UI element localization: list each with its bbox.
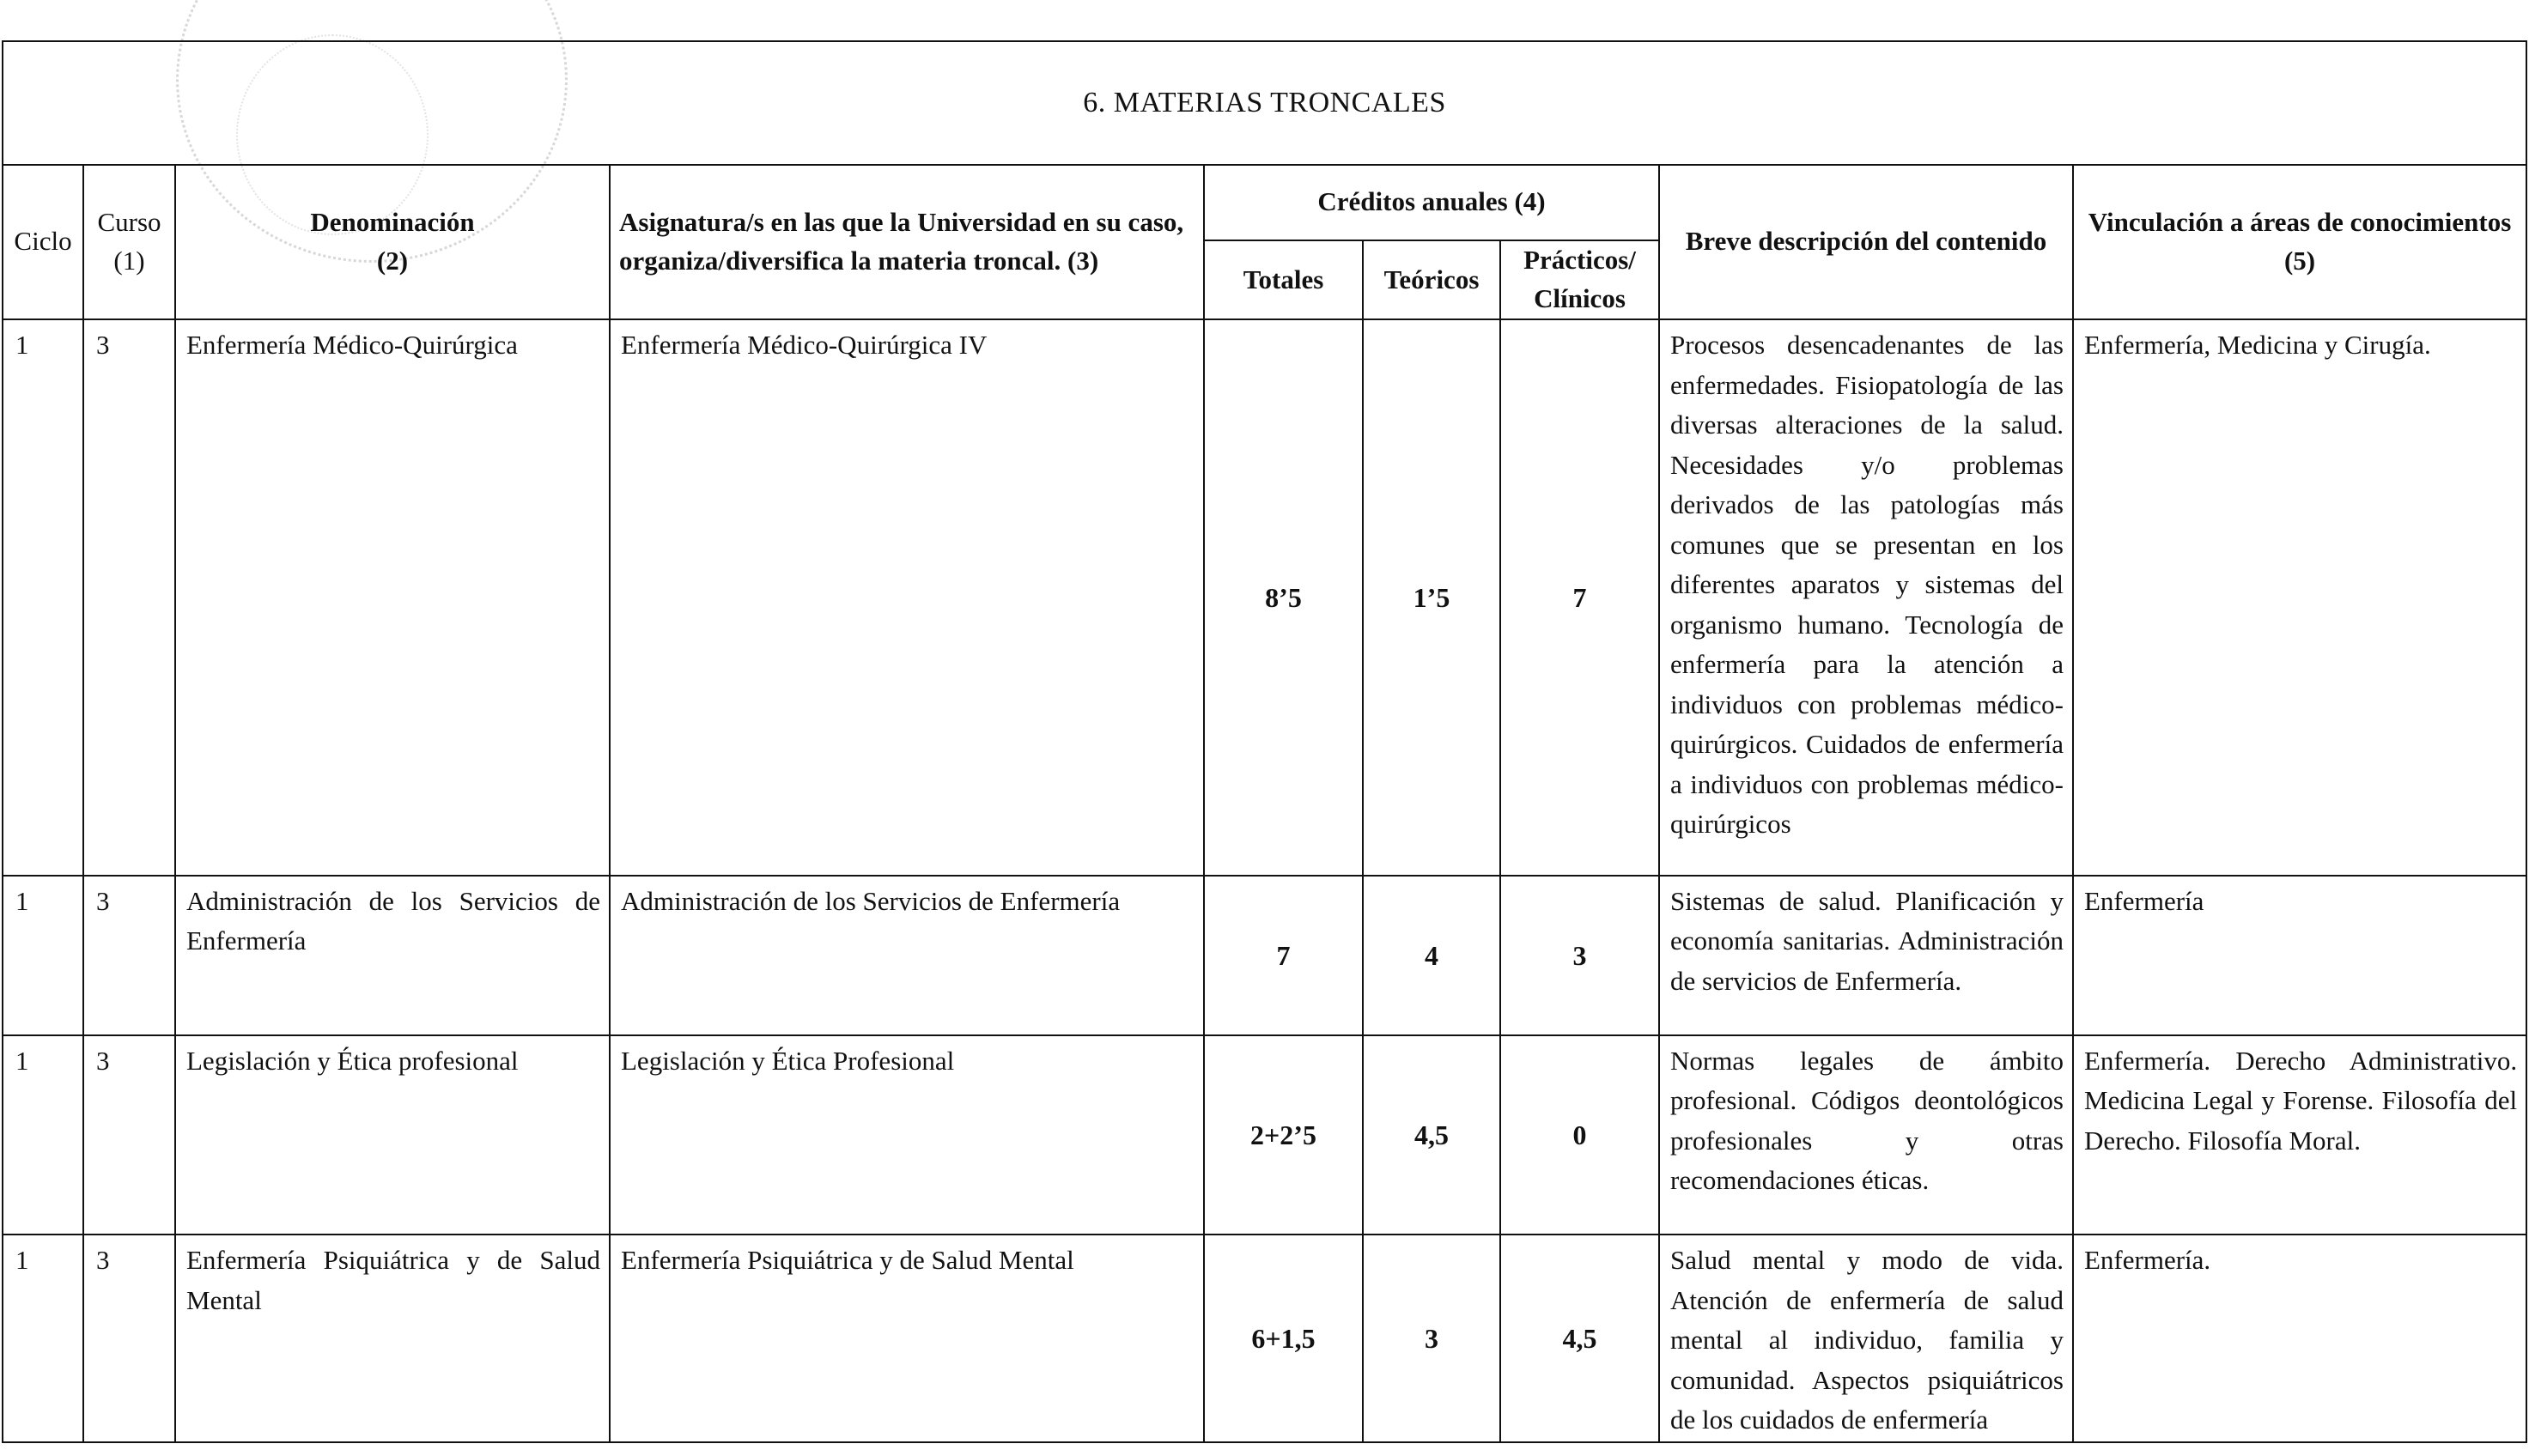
cell-descripcion: Salud mental y modo de vida. Atención de enfermería de salud mental al individuo, familia y comunidad. Aspectos psiquiátricos de los cuidados de enfermería [1659,1235,2073,1442]
cell-ciclo: 1 [3,319,83,876]
header-teoricos: Teóricos [1363,240,1500,319]
table-row [3,319,2526,876]
header-curso-note: (1) [113,245,145,276]
cell-denominacion: Enfermería Médico-Quirúrgica [175,319,610,876]
cell-vinculacion: Enfermería [2073,876,2526,1035]
cell-denominacion: Administración de los Servicios de Enfermería [175,876,610,1035]
header-creditos: Créditos anuales (4) [1204,165,1659,240]
cell-asignatura: Enfermería Médico-Quirúrgica IV [610,319,1204,876]
table-title: 6. MATERIAS TRONCALES [3,41,2526,165]
materias-troncales-table [2,40,2527,1443]
cell-descripcion: Normas legales de ámbito profesional. Códigos deontológicos profesionales y otras recomendaciones éticas. [1659,1035,2073,1235]
header-descripcion: Breve descripción del contenido [1659,165,2073,320]
header-vinculacion [2073,165,2526,320]
cell-practicos: 4,5 [1500,1235,1659,1442]
cell-asignatura: Legislación y Ética Profesional [610,1035,1204,1235]
cell-vinculacion: Enfermería. Derecho Administrativo. Medicina Legal y Forense. Filosofía del Derecho. Filosofía Moral. [2073,1035,2526,1235]
header-vinculacion-note: (5) [2283,245,2316,276]
cell-totales: 6+1,5 [1204,1235,1363,1442]
header-denominacion-label: Denominación [310,206,475,237]
cell-totales: 8’5 [1204,319,1363,876]
header-row [3,165,2526,240]
table-row [3,1035,2526,1235]
cell-teoricos: 1’5 [1363,319,1500,876]
cell-totales: 2+2’5 [1204,1035,1363,1235]
cell-practicos: 3 [1500,876,1659,1035]
cell-asignatura: Enfermería Psiquiátrica y de Salud Mental [610,1235,1204,1442]
cell-asignatura: Administración de los Servicios de Enfermería [610,876,1204,1035]
header-ciclo: Ciclo [3,165,83,320]
cell-descripcion: Sistemas de salud. Planificación y economía sanitarias. Administración de servicios de Enfermería. [1659,876,2073,1035]
cell-teoricos: 4 [1363,876,1500,1035]
cell-practicos: 0 [1500,1035,1659,1235]
cell-ciclo: 1 [3,1235,83,1442]
cell-curso: 3 [83,1235,175,1442]
cell-denominacion: Enfermería Psiquiátrica y de Salud Mental [175,1235,610,1442]
cell-teoricos: 3 [1363,1235,1500,1442]
header-denominacion [175,165,610,320]
header-curso-label: Curso [97,206,161,237]
header-totales: Totales [1204,240,1363,319]
cell-teoricos: 4,5 [1363,1035,1500,1235]
cell-vinculacion: Enfermería, Medicina y Cirugía. [2073,319,2526,876]
header-curso [83,165,175,320]
cell-curso: 3 [83,1035,175,1235]
cell-denominacion: Legislación y Ética profesional [175,1035,610,1235]
cell-ciclo: 1 [3,876,83,1035]
cell-curso: 3 [83,319,175,876]
cell-curso: 3 [83,876,175,1035]
cell-descripcion: Procesos desencadenantes de las enfermedades. Fisiopatología de las diversas alteraciones de la salud. Necesidades y/o problemas derivados de las patologías más comunes que se presentan en los diferentes aparatos y sistemas del organismo humano. Tecnología de enfermería para la atención a individuos con problemas médico-quirúrgicos. Cuidados de enfermería a individuos con problemas médico-quirúrgicos [1659,319,2073,876]
header-practicos: Prácticos/ Clínicos [1500,240,1659,319]
title-row [3,41,2526,165]
header-vinculacion-label: Vinculación a áreas de conocimientos [2088,206,2512,237]
cell-totales: 7 [1204,876,1363,1035]
table-row [3,1235,2526,1442]
header-denominacion-note: (2) [376,245,409,276]
cell-vinculacion: Enfermería. [2073,1235,2526,1442]
cell-ciclo: 1 [3,1035,83,1235]
header-asignatura: Asignatura/s en las que la Universidad en su caso, organiza/diversifica la materia troncal. (3) [610,165,1204,320]
cell-practicos: 7 [1500,319,1659,876]
table-row [3,876,2526,1035]
